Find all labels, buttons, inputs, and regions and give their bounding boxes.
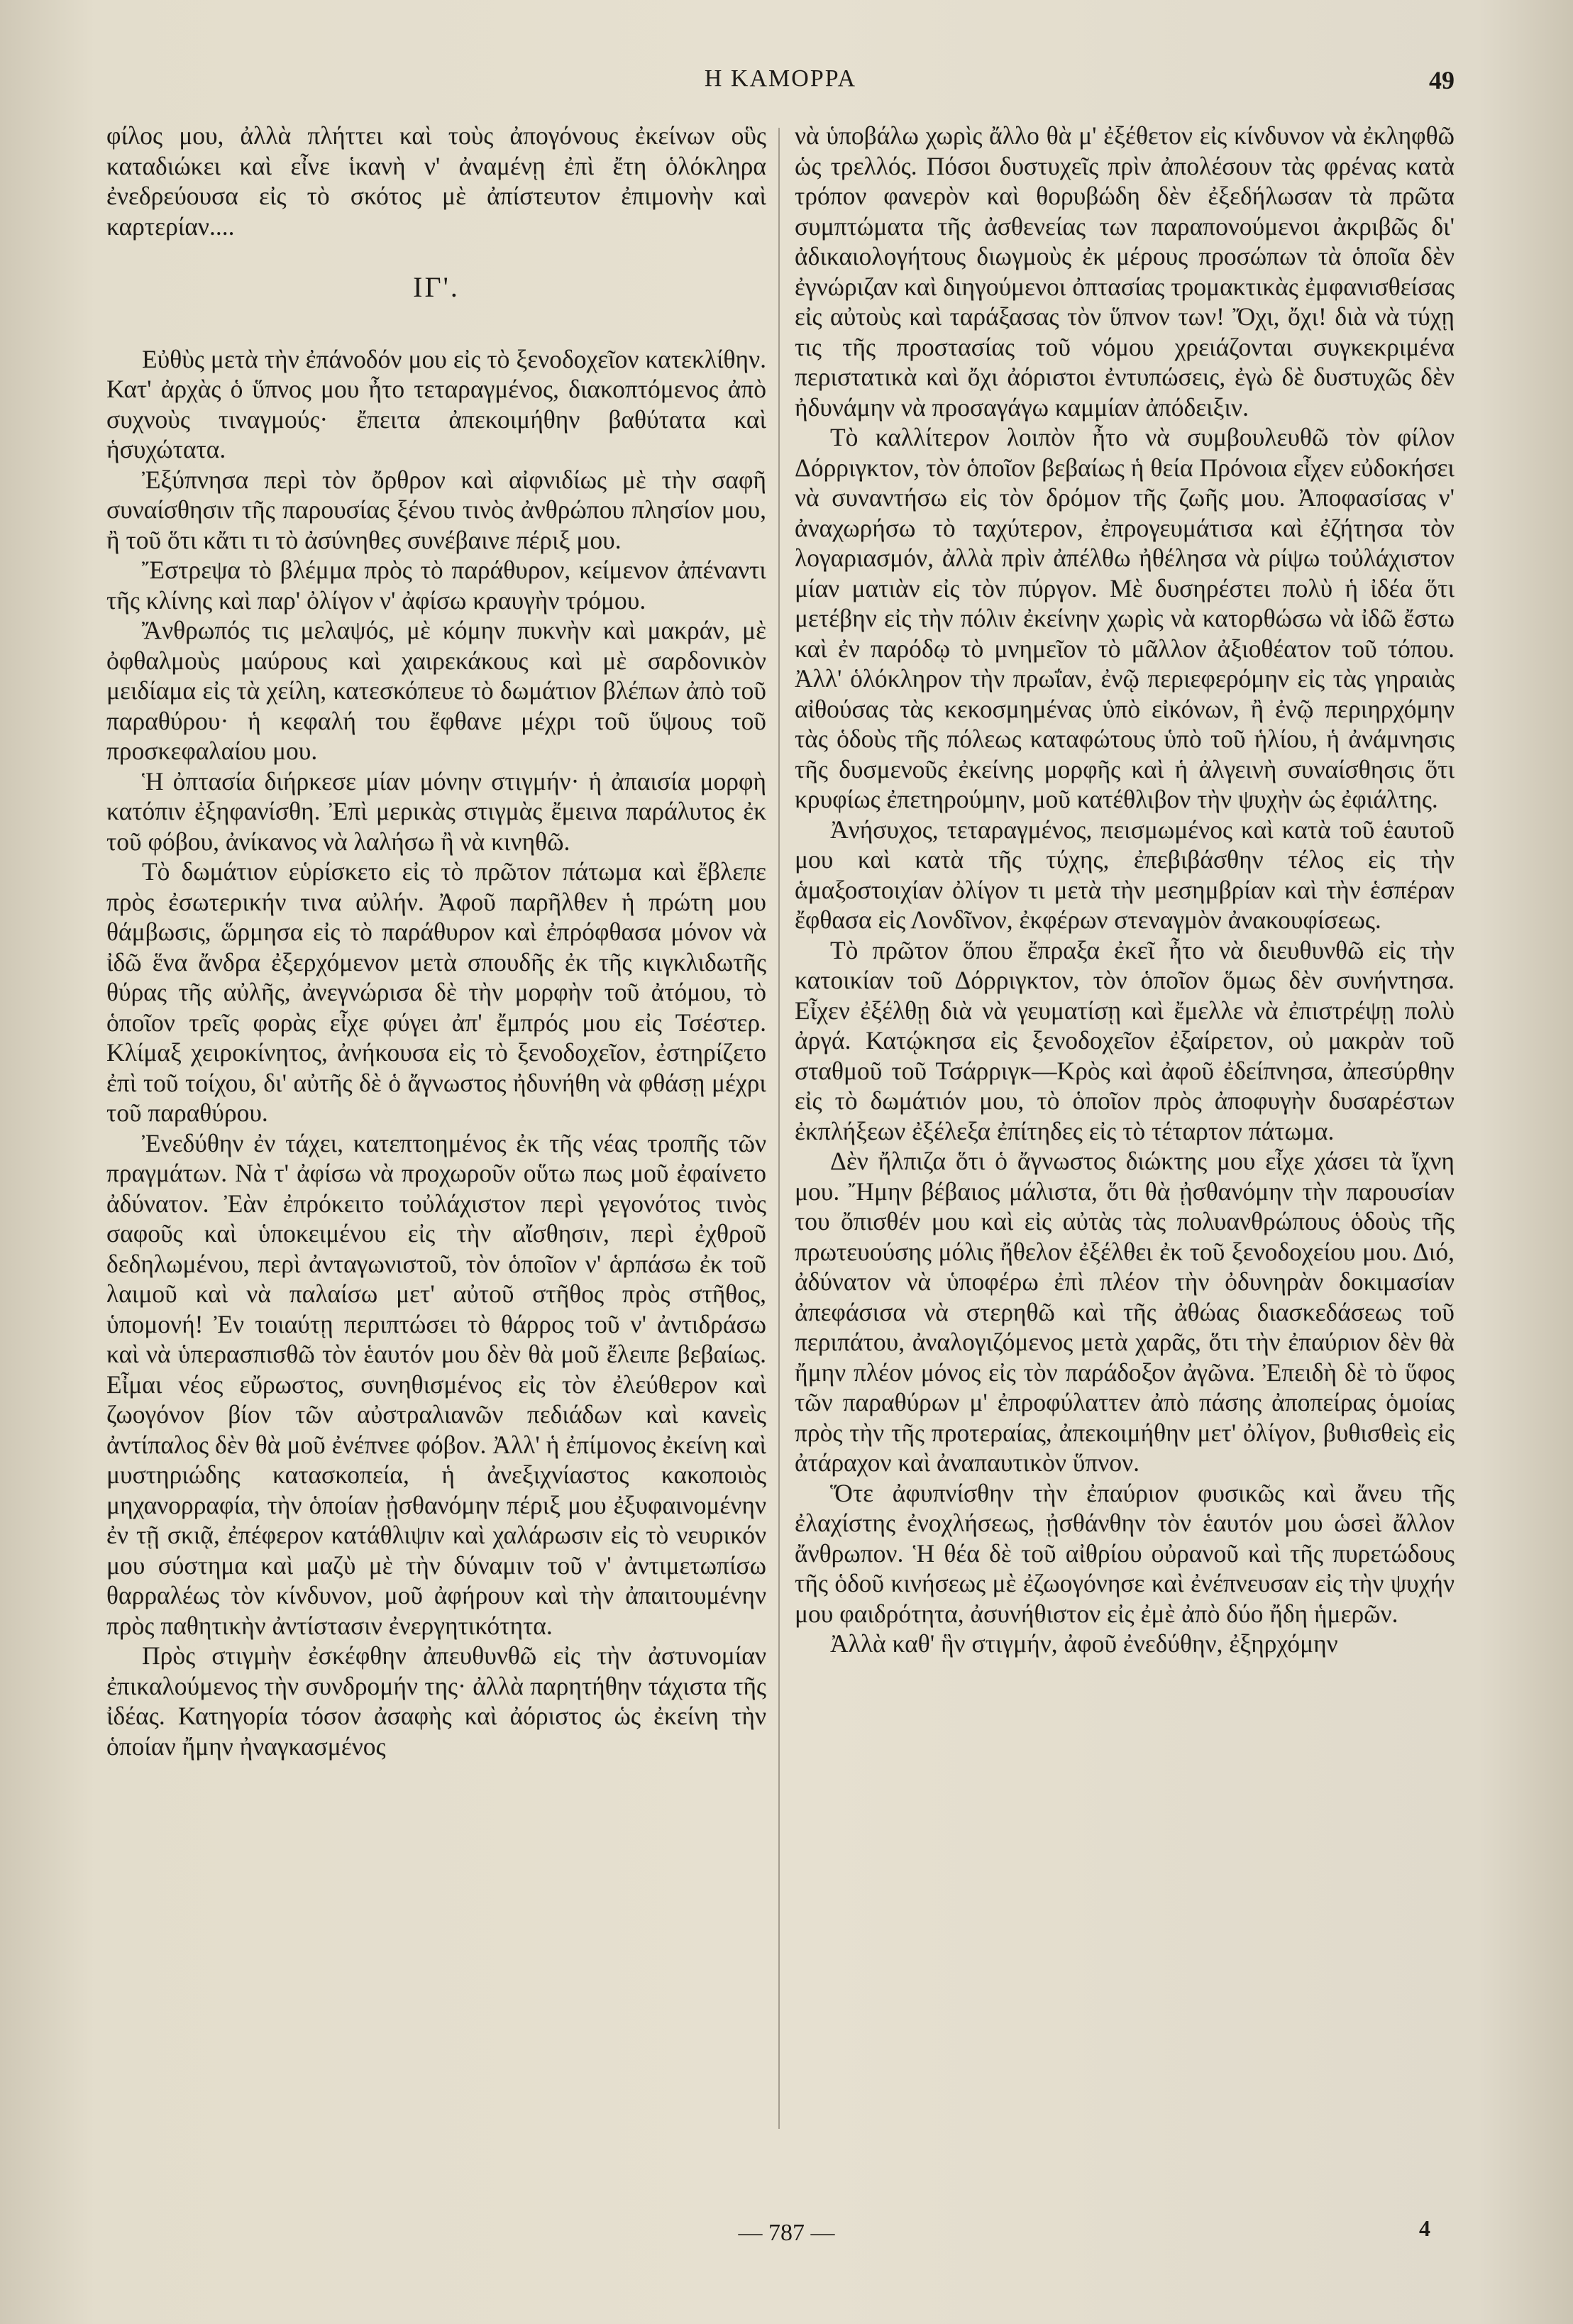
paragraph: Εὐθὺς μετὰ τὴν ἐπάνοδόν μου εἰς τὸ ξενοδοχεῖον κατεκλίθην. Κατ' ἀρχὰς ὁ ὕπνος μου ἦτο τεταραγμένος, διακοπτόμενος ἀπὸ συχνοὺς τιναγμούς· ἔπειτα ἀπεκοιμήθην βαθύτατα καὶ ἡσυχώτατα. xyxy=(106,344,766,463)
paragraph: νὰ ὑποβάλω χωρὶς ἄλλο θὰ μ' ἐξέθετον εἰς κίνδυνον νὰ ἐκληφθῶ ὡς τρελλός. Πόσοι δυστυχεῖς πρὶν ἀπολέσουν τὰς φρένας κατὰ τρόπον φανερὸν καὶ θορυβώδη δὲν ἐξεδήλωσαν τὰ πρῶτα συμπτώματα τῆς ἀσθενείας των παραπονούμενοι ἀκριβῶς δι' ἀδικαιολογήτους διωγμοὺς ἐκ μέρους προσώπων τὰ ὁποῖα δὲν ἐγνώριζαν καὶ διηγούμενοι ὀπτασίας τρομακτικὰς ἐμφανισθείσας εἰς αὐτοὺς καὶ ταράξασας τὸν ὕπνον των! Ὄχι, ὄχι! διὰ νὰ τύχῃ τις τῆς προστασίας τοῦ νόμου χρειάζονται συγκεκριμένα περιστατικὰ καὶ ὄχι ἀόριστοι ἐντυπώσεις, ἐγὼ δὲ δυστυχῶς δὲν ἠδυνάμην νὰ προσαγάγω καμμίαν ἀπόδειξιν. xyxy=(795,121,1455,422)
paragraph: Τὸ καλλίτερον λοιπὸν ἦτο νὰ συμβουλευθῶ τὸν φίλον Δόρριγκτον, τὸν ὁποῖον βεβαίως ἡ θεία Πρόνοια εἶχεν εὐδοκήσει νὰ συναντήσω εἰς τὸν δρόμον τῆς ζωῆς μου. Ἀποφασίσας ν' ἀναχωρήσω τὸ ταχύτερον, ἐπρογευμάτισα καὶ ἐζήτησα τὸν λογαριασμόν, ἀλλὰ πρὶν ἀπέλθω ἠθέλησα νὰ ρίψω τοὐλάχιστον μίαν ματιὰν εἰς τὸν πύργον. Μὲ δυσηρέστει πολὺ ἡ ἰδέα ὅτι μετέβην εἰς τὴν πόλιν ἐκείνην χωρὶς νὰ κατορθώσω νὰ ἰδῶ ἔστω καὶ ἐν παρόδῳ τὸ μνημεῖον τὸ μᾶλλον ἀξιοθέατον τοῦ τόπου. Ἀλλ' ὁλόκληρον τὴν πρωΐαν, ἐνῷ περιεφερόμην εἰς τὰς γηραιὰς αἰθούσας τὰς κεκοσμημένας ὑπὸ εἰκόνων, ἢ ἐνῷ περιηρχόμην τὰς ὁδοὺς τῆς πόλεως καταφώτους ὑπὸ τοῦ ἡλίου, ἡ ἀνάμνησις τῆς δυσμενοῦς ἐκείνης μορφῆς καὶ ἡ ἀλγεινὴ συναίσθησις ὅτι κρυφίως ἐπετηρούμην, μοῦ κατέθλιβον τὴν ψυχὴν ὡς ἐφιάλτης. xyxy=(795,423,1455,813)
signature-mark: 4 xyxy=(1419,2215,1430,2241)
paragraph: Ἔστρεψα τὸ βλέμμα πρὸς τὸ παράθυρον, κείμενον ἀπέναντι τῆς κλίνης καὶ παρ' ὀλίγον ν' ἀφίσω κραυγὴν τρόμου. xyxy=(106,556,766,615)
paragraph: Ἄνθρωπός τις μελαψός, μὲ κόμην πυκνὴν καὶ μακράν, μὲ ὀφθαλμοὺς μαύρους καὶ χαιρεκάκους καὶ μὲ σαρδονικὸν μειδίαμα εἰς τὰ χείλη, κατεσκόπευε τὸ δωμάτιον βλέπων ἀπὸ τοῦ παραθύρου· ἡ κεφαλή του ἔφθανε μέχρι τοῦ ὕψους τοῦ προσκεφαλαίου μου. xyxy=(106,616,766,765)
paragraph: Ἡ ὀπτασία διήρκεσε μίαν μόνην στιγμήν· ἡ ἀπαισία μορφὴ κατόπιν ἐξηφανίσθη. Ἐπὶ μερικὰς στιγμὰς ἔμεινα παράλυτος ἐκ τοῦ φόβου, ἀνίκανος νὰ λαλήσω ἢ νὰ κινηθῶ. xyxy=(106,766,766,856)
paragraph: Ὅτε ἀφυπνίσθην τὴν ἐπαύριον φυσικῶς καὶ ἄνευ τῆς ἐλαχίστης ἐνοχλήσεως, ᾐσθάνθην τὸν ἑαυτόν μου ὡσεὶ ἄλλον ἄνθρωπον. Ἡ θέα δὲ τοῦ αἰθρίου οὐρανοῦ καὶ τῆς πυρετώδους τῆς ὁδοῦ κινήσεως μὲ ἐζωογόνησε καὶ ἐνέπνευσαν εἰς τὴν ψυχήν μου φαιδρότητα, ἀσυνήθιστον εἰς ἐμὲ ἀπὸ δύο ἤδη ἡμερῶν. xyxy=(795,1478,1455,1628)
paragraph: Τὸ πρῶτον ὅπου ἔπραξα ἐκεῖ ἦτο νὰ διευθυνθῶ εἰς τὴν κατοικίαν τοῦ Δόρριγκτον, τὸν ὁποῖον ὅμως δὲν συνήντησα. Εἶχεν ἐξέλθῃ διὰ νὰ γευματίσῃ καὶ ἔμελλε νὰ ἐπιστρέψῃ πολὺ ἀργά. Κατῴκησα εἰς ξενοδοχεῖον ἐξαίρετον, οὐ μακρὰν τοῦ σταθμοῦ τοῦ Τσάρριγκ—Κρὸς καὶ ἀφοῦ ἐδείπνησα, ἀπεσύρθην εἰς τὸ δωμάτιόν μου, τὸ ὁποῖον πρὸς ἀποφυγὴν δυσαρέστων ἐκπλήξεων ἐξέλεξα ἐπίτηδες εἰς τὸ τέταρτον πάτωμα. xyxy=(795,935,1455,1145)
right-column xyxy=(795,121,1455,2150)
paragraph: Ἀνήσυχος, τεταραγμένος, πεισμωμένος καὶ κατὰ τοῦ ἑαυτοῦ μου καὶ κατὰ τῆς τύχης, ἐπεβιβάσθην τέλος εἰς τὴν ἁμαξοστοιχίαν ὀλίγον τι μετὰ τὴν μεσημβρίαν καὶ τὴν ἑσπέραν ἔφθασα εἰς Λονδῖνον, ἐκφέρων στεναγμὸν ἀνακουφίσεως. xyxy=(795,815,1455,934)
sheet-number: — 787 — xyxy=(738,2220,835,2246)
left-column xyxy=(106,121,766,2150)
paragraph: Τὸ δωμάτιον εὑρίσκετο εἰς τὸ πρῶτον πάτωμα καὶ ἔβλεπε πρὸς ἐσωτερικήν τινα αὐλήν. Ἀφοῦ παρῆλθεν ἡ πρώτη μου θάμβωσις, ὥρμησα εἰς τὸ παράθυρον καὶ ἐπρόφθασα μόνον νὰ ἰδῶ ἕνα ἄνδρα ἐξερχόμενον μετὰ σπουδῆς ἐκ τῆς κιγκλιδωτῆς θύρας τῆς αὐλῆς, ἀνεγνώρισα δὲ τὴν μορφὴν τοῦ ἀτόμου, τὸ ὁποῖον τρεῖς φορὰς εἶχε φύγει ἀπ' ἔμπρός μου εἰς Τσέστερ. Κλίμαξ χειροκίνητος, ἀνήκουσα εἰς τὸ ξενοδοχεῖον, ἐστηρίζετο ἐπὶ τοῦ τοίχου, δι' αὐτῆς δὲ ὁ ἄγνωστος ἠδυνήθη νὰ φθάσῃ μέχρι τοῦ παραθύρου. xyxy=(106,857,766,1127)
paragraph: φίλος μου, ἀλλὰ πλήττει καὶ τοὺς ἀπογόνους ἐκείνων οὓς καταδιώκει καὶ εἶνε ἱκανὴ ν' ἀναμένῃ ἐπὶ ἔτη ὁλόκληρα ἐνεδρεύουσα εἰς τὸ σκότος μὲ ἀπίστευτον ἐπιμονὴν καὶ καρτερίαν.... xyxy=(106,121,766,241)
paragraph: Δὲν ἤλπιζα ὅτι ὁ ἄγνωστος διώκτης μου εἶχε χάσει τὰ ἴχνη μου. Ἤμην βέβαιος μάλιστα, ὅτι θὰ ᾐσθανόμην τὴν παρουσίαν του ὄπισθέν μου καὶ εἰς αὐτὰς τὰς πολυανθρώπους ὁδοὺς τῆς πρωτευούσης μόλις ἤθελον ἐξέλθει ἐκ τοῦ ξενοδοχείου μου. Διό, ἀδύνατον νὰ ὑποφέρω ἐπὶ πλέον τὴν ὀδυνηρὰν δοκιμασίαν ἀπεφάσισα νὰ στερηθῶ καὶ τῆς ἀθώας διασκεδάσεως τοῦ περιπάτου, ἀναλογιζόμενος μετὰ χαρᾶς, ὅτι τὴν ἐπαύριον δὲν θὰ ἤμην πλέον μόνος εἰς τὸν παράδοξον ἀγῶνα. Ἐπειδὴ δὲ τὸ ὕφος τῶν παραθύρων μ' ἐπροφύλαττεν ἀπὸ πάσης ἀποπείρας ὁμοίας πρὸς τὴν τῆς προτεραίας, ἀπεκοιμήθην μετ' ὀλίγον, βυθισθεὶς εἰς ἀτάραχον καὶ ἀναπαυτικὸν ὕπνον. xyxy=(795,1147,1455,1477)
paragraph: Ἐξύπνησα περὶ τὸν ὄρθρον καὶ αἰφνιδίως μὲ τὴν σαφῆ συναίσθησιν τῆς παρουσίας ξένου τινὸς ἀνθρώπου πλησίον μου, ἢ τοῦ ὅτι κἄτι τι τὸ ἀσύνηθες συνέβαινε πέριξ μου. xyxy=(106,465,766,554)
paragraph: Πρὸς στιγμὴν ἐσκέφθην ἀπευθυνθῶ εἰς τὴν ἀστυνομίαν ἐπικαλούμενος τὴν συνδρομήν της· ἀλλὰ παρητήθην τάχιστα τῆς ἰδέας. Κατηγορία τόσον ἀσαφὴς καὶ ἀόριστος ὡς ἐκείνη τὴν ὁποίαν ἤμην ἠναγκασμένος xyxy=(106,1641,766,1761)
paragraph: Ἀλλὰ καθ' ἣν στιγμήν, ἀφοῦ ἐνεδύθην, ἐξηρχόμην xyxy=(830,1629,1338,1658)
chapter-heading: ΙΓ'. xyxy=(413,271,460,303)
page-header xyxy=(106,65,1455,108)
column-rule xyxy=(778,128,780,2129)
page-number: 49 xyxy=(1429,66,1455,94)
paragraph: Ἐνεδύθην ἐν τάχει, κατεπτοημένος ἐκ τῆς νέας τροπῆς τῶν πραγμάτων. Νὰ τ' ἀφίσω νὰ προχωροῦν οὕτω πως μοῦ ἐφαίνετο ἀδύνατον. Ἐὰν ἐπρόκειτο τοὐλάχιστον περὶ γεγονότος τινὸς σαφοῦς καὶ ὑποκειμένου εἰς τὴν αἴσθησιν, περὶ ἐχθροῦ δεδηλωμένου, περὶ ἀνταγωνιστοῦ, τὸν ὁποῖον ν' ἁρπάσω ἐκ τοῦ λαιμοῦ καὶ νὰ παλαίσω μετ' αὐτοῦ στῆθος πρὸς στῆθος, ὑπομονή! Ἐν τοιαύτῃ περιπτώσει τὸ θάρρος τοῦ ν' ἀντιδράσω καὶ νὰ ὑπερασπισθῶ τὸν ἑαυτόν μου δὲν θὰ μοῦ ἔλειπε βεβαίως. Εἶμαι νέος εὔρωστος, συνηθισμένος εἰς τὸν ἐλεύθερον καὶ ζωογόνον βίον τῶν αὐστραλιανῶν πεδιάδων καὶ κανεὶς ἀντίπαλος δὲν θὰ μοῦ ἐνέπνεε φόβον. Ἀλλ' ἡ ἐπίμονος ἐκείνη καὶ μυστηριώδης κατασκοπεία, ἡ ἀνεξιχνίαστος κακοποιὸς μηχανορραφία, τὴν ὁποίαν ᾐσθανόμην πέριξ μου ἐξυφαινομένην ἐν τῇ σκιᾷ, ἐπέφερον κατάθλιψιν καὶ χαλάρωσιν εἰς τὸ νευρικόν μου σύστημα καὶ μαζὺ μὲ τὴν δύναμιν τοῦ ν' ἀντιμετωπίσω θαρραλέως τὸν κίνδυνον, μοῦ ἀφήρουν καὶ τὴν ἀπαιτουμένην πρὸς παθητικὴν ἀντίστασιν ἐνεργητικότητα. xyxy=(106,1128,766,1640)
running-head: Η ΚΑΜΟΡΡΑ xyxy=(704,65,857,92)
